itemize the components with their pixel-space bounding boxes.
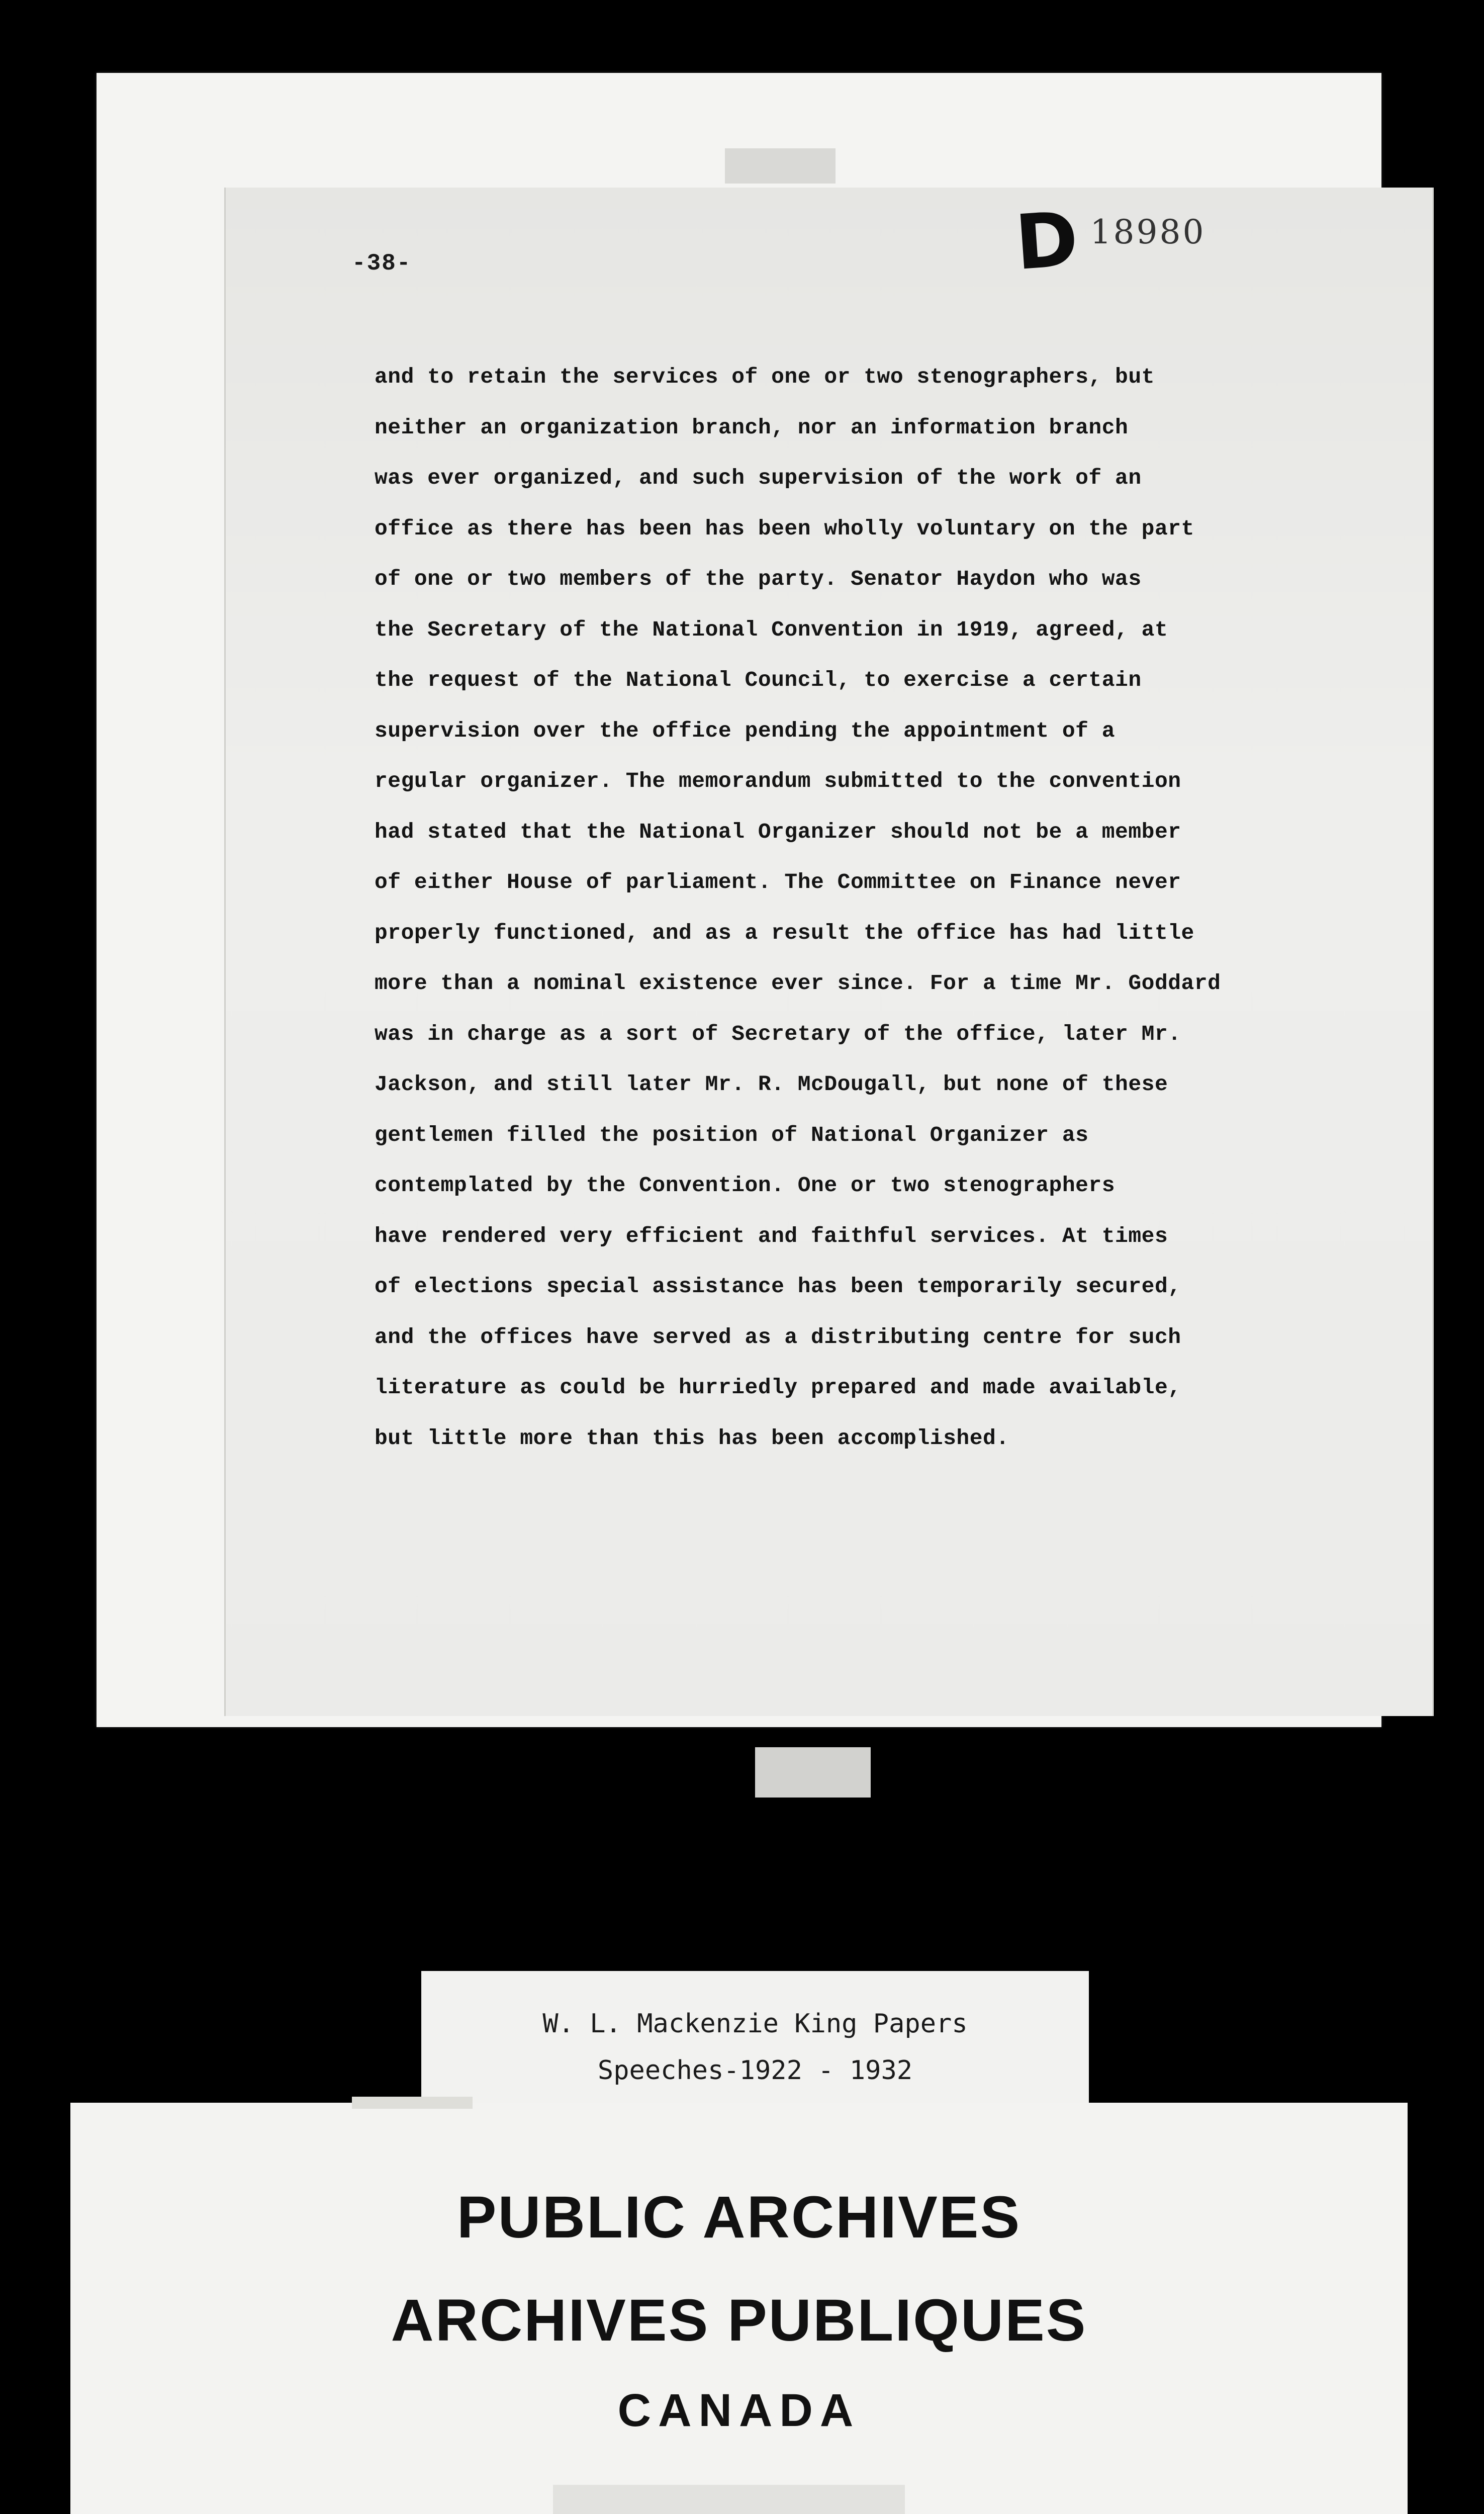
text-line: regular organizer. The memorandum submitted to the convention [375, 769, 1181, 793]
typed-body-text [375, 352, 1239, 1464]
collection-label [421, 1971, 1089, 2107]
text-line: had stated that the National Organizer should not be a member [375, 819, 1181, 844]
archives-name-french: ARCHIVES PUBLIQUES [391, 2287, 1087, 2354]
document-code-number: 18980 [1090, 213, 1206, 251]
text-line: was in charge as a sort of Secretary of the office, later Mr. [375, 1021, 1181, 1046]
plate-clip [352, 2097, 473, 2109]
collection-title: W. L. Mackenzie King Papers [542, 2009, 968, 2039]
archives-name-english: PUBLIC ARCHIVES [456, 2184, 1022, 2251]
document-code-letter: D [1012, 195, 1081, 288]
text-line: but little more than this has been accomplished. [375, 1425, 1009, 1451]
text-line: gentlemen filled the position of National Organizer as [375, 1122, 1089, 1147]
text-line: contemplated by the Convention. One or two stenographers [375, 1173, 1116, 1198]
text-line: of either House of parliament. The Committee on Finance never [375, 870, 1181, 894]
text-line: more than a nominal existence ever since. For a time Mr. Goddard [375, 971, 1221, 996]
text-line: of one or two members of the party. Senator Haydon who was [375, 567, 1142, 591]
text-line: and the offices have served as a distributing centre for such [375, 1324, 1181, 1350]
plate-clip-bottom [553, 2485, 905, 2514]
text-line: and to retain the services of one or two stenographers, but [375, 365, 1155, 389]
sheet-clip-top [725, 148, 836, 184]
collection-series: Speeches-1922 - 1932 [597, 2055, 913, 2086]
text-line: properly functioned, and as a result the office has had little [375, 920, 1194, 945]
text-line: the request of the National Council, to exercise a certain [375, 668, 1142, 692]
page-number: -38- [352, 250, 412, 277]
text-line: of elections special assistance has been temporarily secured, [375, 1274, 1181, 1299]
text-line: office as there has been has been wholly voluntary on the part [375, 516, 1194, 541]
text-line: was ever organized, and such supervision of the work of an [375, 466, 1142, 490]
document-code [1012, 195, 1206, 288]
text-line: Jackson, and still later Mr. R. McDougall, but none of these [375, 1072, 1168, 1097]
sheet-clip-bottom [755, 1747, 871, 1798]
text-line: the Secretary of the National Convention in 1919, agreed, at [375, 617, 1168, 642]
text-line: literature as could be hurriedly prepared and made available, [375, 1375, 1181, 1400]
text-line: neither an organization branch, nor an information branch [375, 415, 1129, 440]
archives-country: CANADA [617, 2385, 861, 2436]
archives-plate [70, 2103, 1408, 2514]
text-line: supervision over the office pending the appointment of a [375, 718, 1116, 743]
text-line: have rendered very efficient and faithful services. At times [375, 1223, 1168, 1248]
